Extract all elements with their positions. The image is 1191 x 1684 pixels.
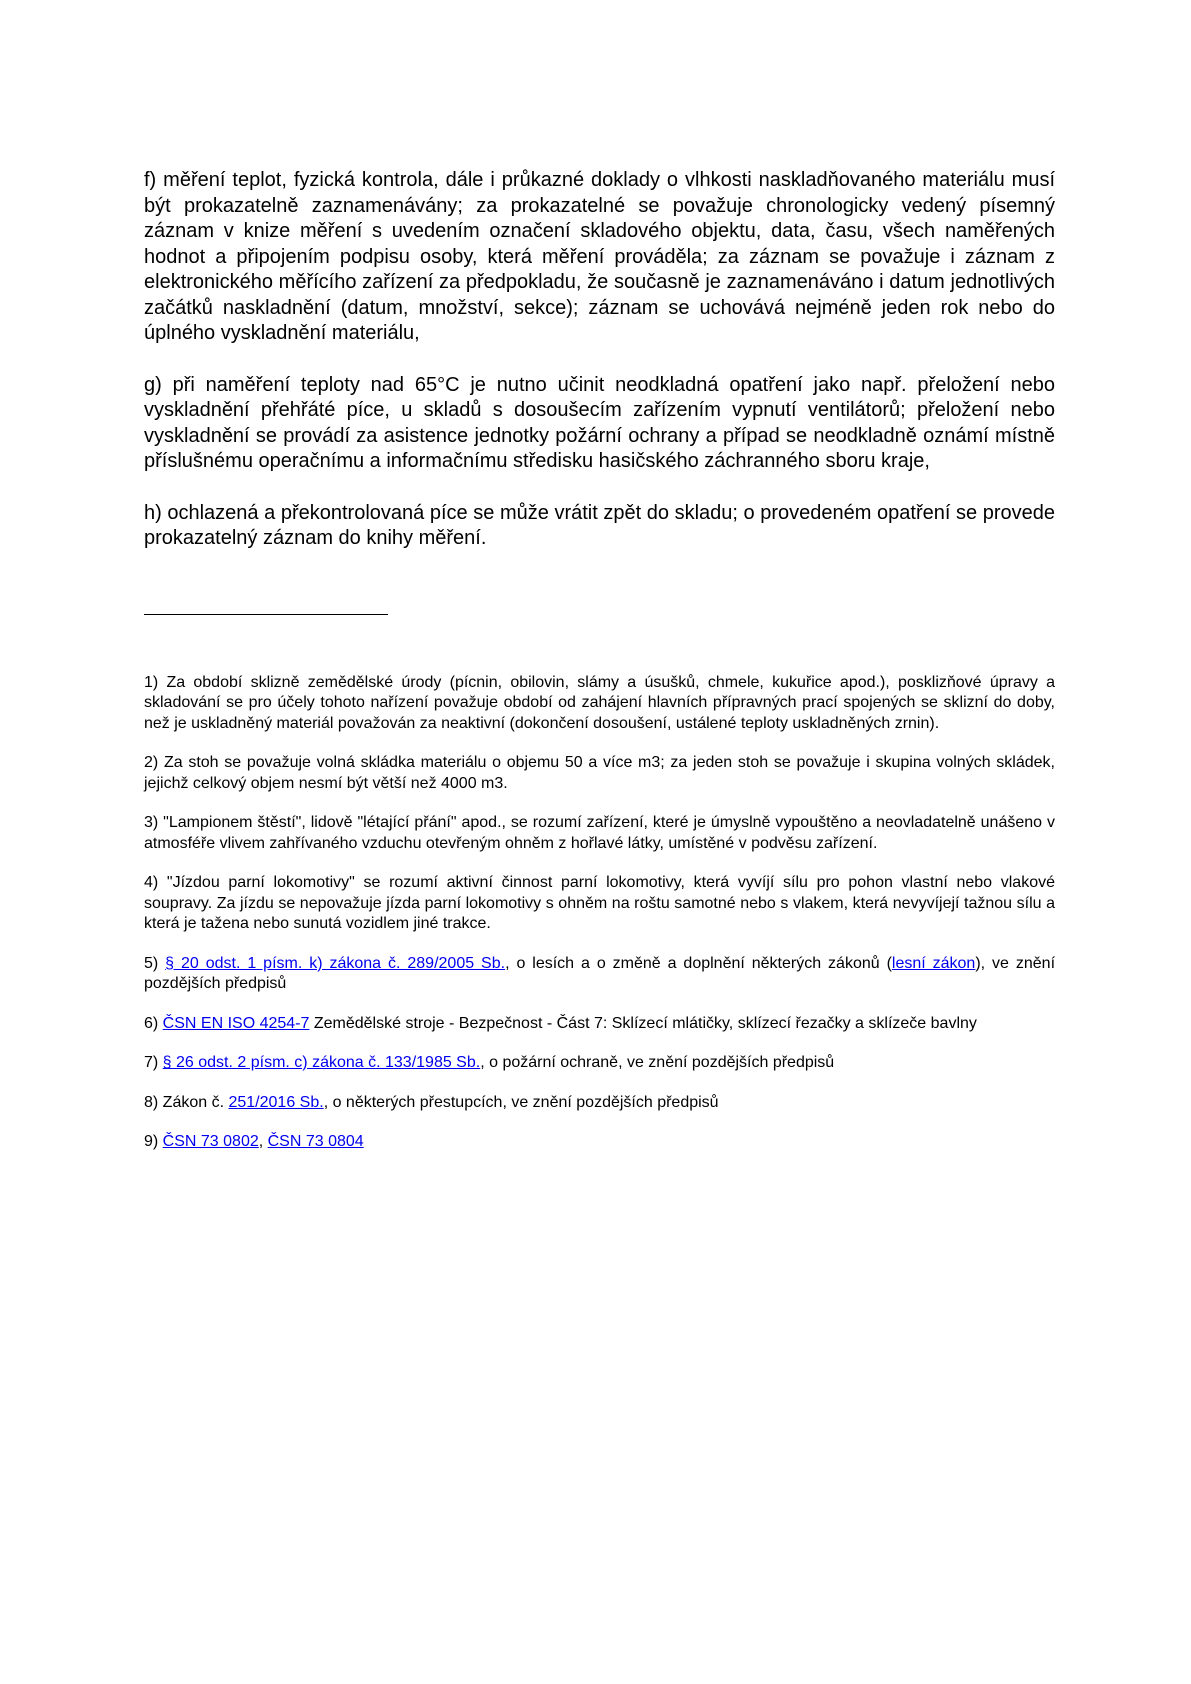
footnote-5-law-link[interactable]: § 20 odst. 1 písm. k) zákona č. 289/2005 Sb. xyxy=(165,954,506,972)
footnote-7 xyxy=(144,1053,1055,1074)
footnote-4: 4) "Jízdou parní lokomotivy" se rozumí aktivní činnost parní lokomotivy, která vyvíjí sílu pro pohon vlastní nebo vlakové soupravy. Za jízdu se nepovažuje jízda parní lokomotivy s ohněm na roštu samotné nebo s vlakem, která nevyvíjejí tažnou sílu a která je tažena nebo sunutá vozidlem jiné trakce. xyxy=(144,874,1055,932)
footnote-5-prefix: 5) xyxy=(144,954,166,972)
footnote-2: 2) Za stoh se považuje volná skládka materiálu o objemu 50 a více m3; za jeden stoh se považuje i skupina volných skládek, jejichž celkový objem nesmí být větší než 4000 m3. xyxy=(144,754,1055,792)
footnote-6-suffix: Zemědělské stroje - Bezpečnost - Část 7: Sklízecí mlátičky, sklízecí řezačky a sklízeče bavlny xyxy=(309,1014,977,1032)
paragraph-g: g) při naměření teploty nad 65°C je nutno učinit neodkladná opatření jako např. přeložení nebo vyskladnění přehřáté píce, u skladů s dosoušecím zařízením vypnutí ventilátorů; přeložení nebo vyskladnění se provádí za asistence jednotky požární ochrany a případ se neodkladně oznámí místně příslušnému operačnímu a informačnímu středisku hasičského záchranného sboru kraje, xyxy=(144,373,1055,472)
footnote-5 xyxy=(144,954,1055,995)
footnote-8-law-link[interactable]: 251/2016 Sb. xyxy=(228,1093,324,1111)
footnote-6-prefix: 6) xyxy=(144,1014,163,1032)
footnote-7-prefix: 7) xyxy=(144,1054,163,1071)
footnote-7-suffix: , o požární ochraně, ve znění pozdějších předpisů xyxy=(480,1054,835,1071)
footnote-8-suffix: , o některých přestupcích, ve znění pozdějších předpisů xyxy=(323,1093,719,1111)
footnote-8 xyxy=(144,1093,1055,1114)
footnote-9-standard-link-1[interactable]: ČSN 73 0802 xyxy=(162,1133,259,1150)
footnote-9-prefix: 9) xyxy=(144,1133,163,1150)
footnote-5-forest-act-link[interactable]: lesní zákon xyxy=(891,954,976,972)
footnote-3: 3) "Lampionem štěstí", lidově "létající přání" apod., se rozumí zařízení, které je úmyslně vypouštěno a neovladatelně unášeno v atmosféře vlivem zahřívaného vzduchu otevřeným ohněm z hořlavé látky, umístěné v podvěsu zařízení. xyxy=(144,814,1055,852)
footnote-separator xyxy=(144,614,388,615)
footnotes-section xyxy=(144,673,1055,1153)
footnote-9-separator: , xyxy=(258,1133,268,1150)
footnote-5-middle: , o lesích a o změně a doplnění některých zákonů ( xyxy=(505,954,892,972)
paragraph-h: h) ochlazená a překontrolovaná píce se může vrátit zpět do skladu; o provedeném opatření se provede prokazatelný záznam do knihy měření. xyxy=(144,501,1055,549)
footnote-6 xyxy=(144,1014,1055,1035)
footnote-9 xyxy=(144,1132,1055,1153)
footnote-9-standard-link-2[interactable]: ČSN 73 0804 xyxy=(267,1133,364,1150)
footnote-7-law-link[interactable]: § 26 odst. 2 písm. c) zákona č. 133/1985 Sb. xyxy=(162,1054,481,1071)
document-page xyxy=(144,168,1055,1172)
footnote-8-prefix: 8) Zákon č. xyxy=(144,1093,229,1111)
paragraph-f: f) měření teplot, fyzická kontrola, dále i průkazné doklady o vlhkosti naskladňovaného materiálu musí být prokazatelně zaznamenávány; za prokazatelné se považuje chronologicky vedený písemný záznam v knize měření s uvedením označení skladového objektu, data, času, všech naměřených hodnot a připojením podpisu osoby, která měření prováděla; za záznam se považuje i záznam z elektronického měřícího zařízení za předpokladu, že současně je zaznamenáváno i datum jednotlivých začátků naskladnění (datum, množství, sekce); záznam se uchovává nejméně jeden rok nebo do úplného vyskladnění materiálu, xyxy=(144,169,1055,344)
footnote-5-suffix: ), ve znění pozdějších předpisů xyxy=(144,954,1056,992)
footnote-1: 1) Za období sklizně zemědělské úrody (pícnin, obilovin, slámy a úsušků, chmele, kukuřice apod.), posklizňové úpravy a skladování se pro účely tohoto nařízení považuje období od zahájení hlavních přípravných prací spojených se sklizní do doby, než je uskladněný materiál považován za neaktivní (dokončení dosoušení, ustálené teploty uskladněných zrnin). xyxy=(144,673,1055,732)
footnote-6-standard-link[interactable]: ČSN EN ISO 4254-7 xyxy=(162,1014,310,1032)
